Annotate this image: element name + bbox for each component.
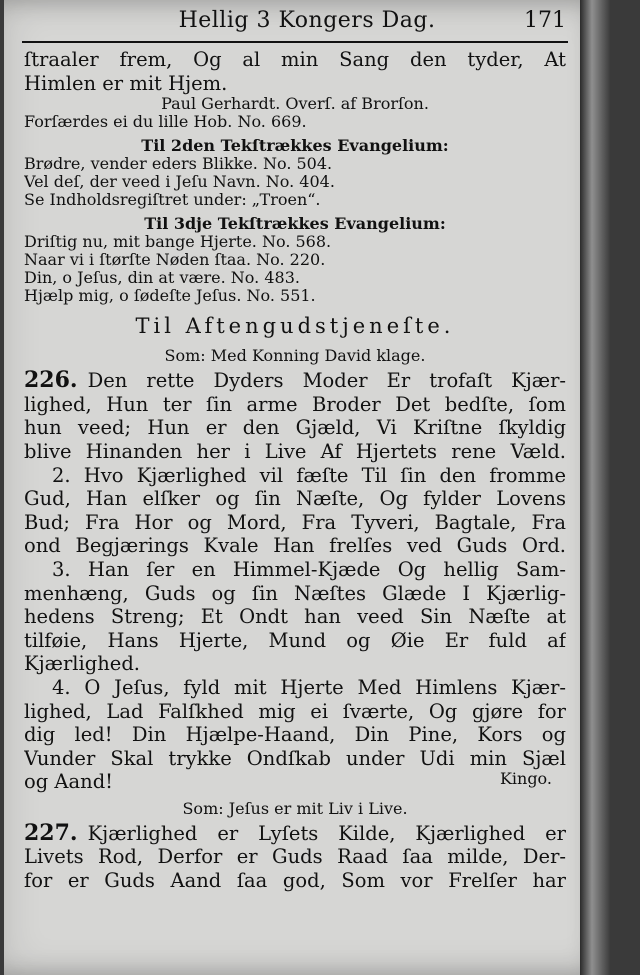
- hymn226-line: Kjærlighed.: [24, 652, 141, 676]
- hymn226-line: hedens Streng; Et Ondt han veed Sin Næſte at: [24, 605, 566, 629]
- hymn226-line: Gud, Han elſker og ſin Næſte, Og fylder Lovens: [24, 487, 566, 511]
- hymn226-line: lighed, Lad Falſkhed mig ei ſværte, Og gjøre for: [24, 699, 566, 723]
- page-content: [24, 48, 566, 893]
- hymn226-line: ond Begjærings Kvale Han frelſes ved Guds Ord.: [24, 534, 566, 558]
- hymn227-first-line: Kjærlighed er Lyſets Kilde, Kjærlighed er: [87, 821, 566, 845]
- gospel3-item: Hjælp mig, o ſødeſte Jeſus. No. 551.: [24, 287, 316, 306]
- page-number: 171: [524, 8, 566, 33]
- gospel3-heading: Til 3dje Tekſtrækkes Evangelium:: [144, 215, 446, 234]
- hymn226-line: Bud; Fra Hor og Mord, Fra Tyveri, Bagtale, Fra: [24, 510, 566, 534]
- hymn227-line: Livets Rod, Derfor er Guds Raad ſaa milde, Der-: [24, 845, 566, 869]
- section-title: Til Aftengudstjeneſte.: [135, 314, 455, 339]
- hymn226-line: 3. Han ſer en Himmel-Kjæde Og hellig Sam-: [52, 557, 566, 581]
- hymn227-number: 227.: [24, 821, 78, 846]
- hymn226-line: og Aand!: [24, 770, 114, 794]
- intro-line: ſtraaler frem, Og al min Sang den tyder, At: [24, 48, 566, 71]
- hymn226-line: dig led! Din Hjælpe-Haand, Din Pine, Kors og: [24, 723, 566, 747]
- hymn226-line: hun veed; Hun er den Gjæld, Vi Kriſtne ſkyldig: [24, 416, 566, 440]
- gospel3-item: Driſtig nu, mit bange Hjerte. No. 568.: [24, 233, 332, 252]
- hymn227-melody: Som: Jeſus er mit Liv i Live.: [182, 799, 408, 818]
- hymn227-line: [24, 822, 566, 846]
- gospel2-item: Vel deſ, der veed i Jeſu Navn. No. 404.: [24, 173, 335, 192]
- page-edge: [580, 0, 610, 975]
- hymn226-line: blive Hinanden her i Live Af Hjertets rene Væld.: [24, 439, 566, 463]
- gospel3-item: Naar vi i ſtørſte Nøden ſtaa. No. 220.: [24, 251, 326, 270]
- intro-reference: Forſærdes ei du lille Hob. No. 669.: [24, 113, 307, 132]
- hymn226-last-line: [24, 770, 566, 794]
- gospel2-item: Se Indholdsregiſtret under: „Troen“.: [24, 191, 321, 210]
- hymn226-line: 4. O Jeſus, fyld mit Hjerte Med Himlens Kjær-: [52, 675, 566, 699]
- gospel2-heading: Til 2den Tekſtrækkes Evangelium:: [141, 137, 449, 156]
- header-rule: [22, 41, 568, 43]
- hymn226-first-line: Den rette Dyders Moder Er trofaſt Kjær-: [87, 369, 566, 393]
- hymn226-author: Kingo.: [499, 770, 552, 789]
- hymn226-line: lighed, Hun ter ſin arme Broder Det bedſte, ſom: [24, 392, 566, 416]
- intro-author: Paul Gerhardt. Overſ. af Brorſon.: [161, 95, 429, 114]
- gospel2-item: Brødre, vender eders Blikke. No. 504.: [24, 155, 333, 174]
- hymn226-line: menhæng, Guds og ſin Næſtes Glæde I Kjærlig-: [24, 581, 566, 605]
- hymn227-line: for er Guds Aand ſaa god, Som vor Frelſer har: [24, 869, 566, 893]
- gospel3-item: Din, o Jeſus, din at være. No. 483.: [24, 269, 300, 288]
- intro-line: Himlen er mit Hjem.: [24, 71, 228, 95]
- hymn226-line: [24, 369, 566, 393]
- hymn226-line: tilføie, Hans Hjerte, Mund og Øie Er fuld af: [24, 628, 566, 652]
- hymn226-line: Vunder Skal trykke Ondſkab under Udi min Sjæl: [24, 746, 566, 770]
- book-page: [4, 0, 610, 975]
- hymn226-line: 2. Hvo Kjærlighed vil fæſte Til ſin den fromme: [52, 463, 566, 487]
- page-header: [4, 8, 610, 42]
- hymn226-melody: Som: Med Konning David klage.: [164, 347, 426, 366]
- running-title: Hellig 3 Kongers Dag.: [178, 8, 436, 33]
- hymn226-number: 226.: [24, 369, 78, 393]
